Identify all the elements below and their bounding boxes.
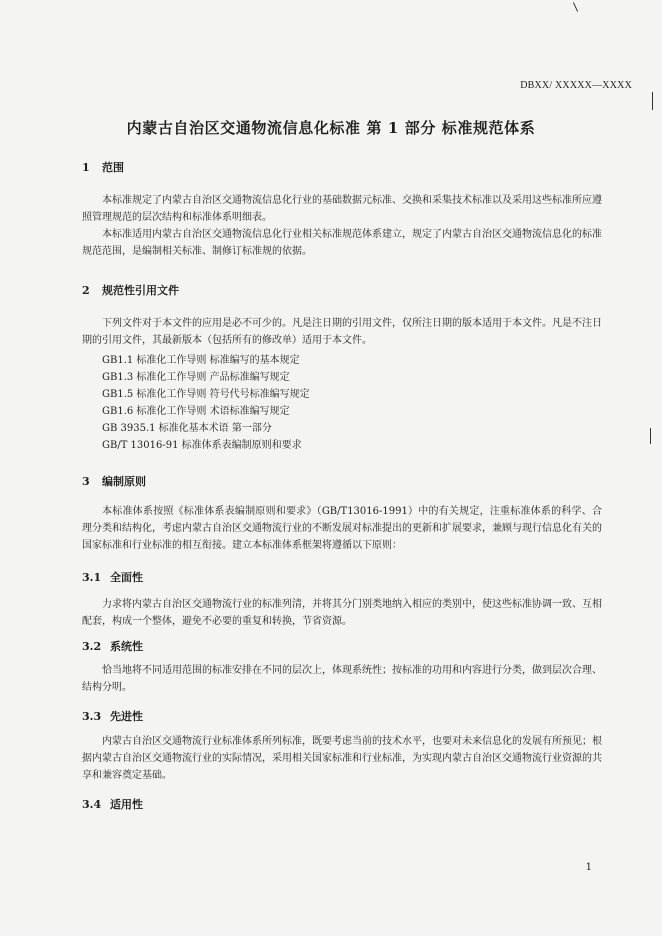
subsection-title: 系统性 bbox=[110, 640, 143, 653]
scan-mark bbox=[573, 2, 578, 11]
paragraph: 本标准体系按照《标准体系表编制原则和要求》（GB/T13016-1991）中的有关规定，注重标准体系的科学、合理分类和结构化，考虑内蒙古自治区交通物流行业的不断发展对标准提出的更新和扩展要求，兼顾与现行信息化有关的国家标准和行业标准的相互衔接。建立本标准体系框架将遵循以下原则： bbox=[82, 506, 602, 551]
section-heading-normative-references bbox=[82, 282, 179, 298]
subsection-heading-systematicness bbox=[82, 638, 143, 654]
scan-mark bbox=[650, 428, 651, 444]
section-title: 规范性引用文件 bbox=[102, 284, 179, 297]
subsection-number: 3.1 bbox=[82, 571, 102, 584]
subsection-title: 全面性 bbox=[110, 571, 143, 584]
reference-item: GB1.6 标准化工作导则 术语标准编写规定 bbox=[102, 406, 290, 417]
subsection-title: 适用性 bbox=[110, 798, 143, 811]
reference-item: GB/T 13016-91 标准体系表编制原则和要求 bbox=[102, 440, 302, 451]
section-heading-scope bbox=[82, 159, 124, 175]
paragraph: 本标准规定了内蒙古自治区交通物流信息化行业的基础数据元标准、交换和采集技术标准以及采用这些标准所应遵照管理规范的层次结构和标准体系明细表。 bbox=[82, 195, 602, 223]
subsection-title: 先进性 bbox=[110, 710, 143, 723]
paragraph: 本标准适用内蒙古自治区交通物流信息化行业相关标准规范体系建立，规定了内蒙古自治区交通物流信息化的标准规范范围，是编制相关标准、制修订标准规的依据。 bbox=[82, 229, 602, 257]
reference-item: GB 3935.1 标准化基本术语 第一部分 bbox=[102, 423, 272, 434]
subsection-heading-advancement bbox=[82, 708, 143, 724]
subsection-number: 3.3 bbox=[82, 710, 102, 723]
document-title: 内蒙古自治区交通物流信息化标准 第 1 部分 标准规范体系 bbox=[126, 119, 536, 137]
subsection-number: 3.4 bbox=[82, 798, 102, 811]
document-code: DBXX/ XXXXX—XXXX bbox=[520, 80, 632, 91]
subsection-number: 3.2 bbox=[82, 640, 102, 653]
subsection-heading-comprehensiveness bbox=[82, 569, 143, 585]
section-number: 2 bbox=[82, 284, 90, 297]
paragraph: 下列文件对于本文件的应用是必不可少的。凡是注日期的引用文件，仅所注日期的版本适用于本文件。凡是不注日期的引用文件，其最新版本（包括所有的修改单）适用于本文件。 bbox=[82, 318, 602, 346]
paragraph: 内蒙古自治区交通物流行业标准体系所列标准，既要考虑当前的技术水平，也要对未来信息化的发展有所预见；根据内蒙古自治区交通物流行业的实际情况，采用相关国家标准和行业标准，为实现内蒙古自治区交通物流行业资源的共享和兼容奠定基础。 bbox=[82, 736, 602, 781]
section-title: 编制原则 bbox=[102, 475, 146, 488]
paragraph: 力求将内蒙古自治区交通物流行业的标准列清，并将其分门别类地纳入相应的类别中，使这些标准协调一致、互相配套，构成一个整体，避免不必要的重复和转换，节省资源。 bbox=[82, 599, 602, 627]
subsection-heading-applicability bbox=[82, 796, 143, 812]
section-number: 3 bbox=[82, 475, 90, 488]
reference-item: GB1.1 标准化工作导则 标准编写的基本规定 bbox=[102, 355, 300, 366]
section-heading-principles bbox=[82, 473, 146, 489]
paragraph: 恰当地将不同适用范围的标准安排在不同的层次上，体现系统性；按标准的功用和内容进行分类，做到层次合理、结构分明。 bbox=[82, 665, 602, 693]
scan-mark bbox=[652, 92, 653, 110]
section-number: 1 bbox=[82, 161, 90, 174]
reference-item: GB1.3 标准化工作导则 产品标准编写规定 bbox=[102, 372, 290, 383]
reference-item: GB1.5 标准化工作导则 符号代号标准编写规定 bbox=[102, 389, 310, 400]
page-number: 1 bbox=[585, 862, 592, 873]
section-title: 范围 bbox=[102, 161, 124, 174]
